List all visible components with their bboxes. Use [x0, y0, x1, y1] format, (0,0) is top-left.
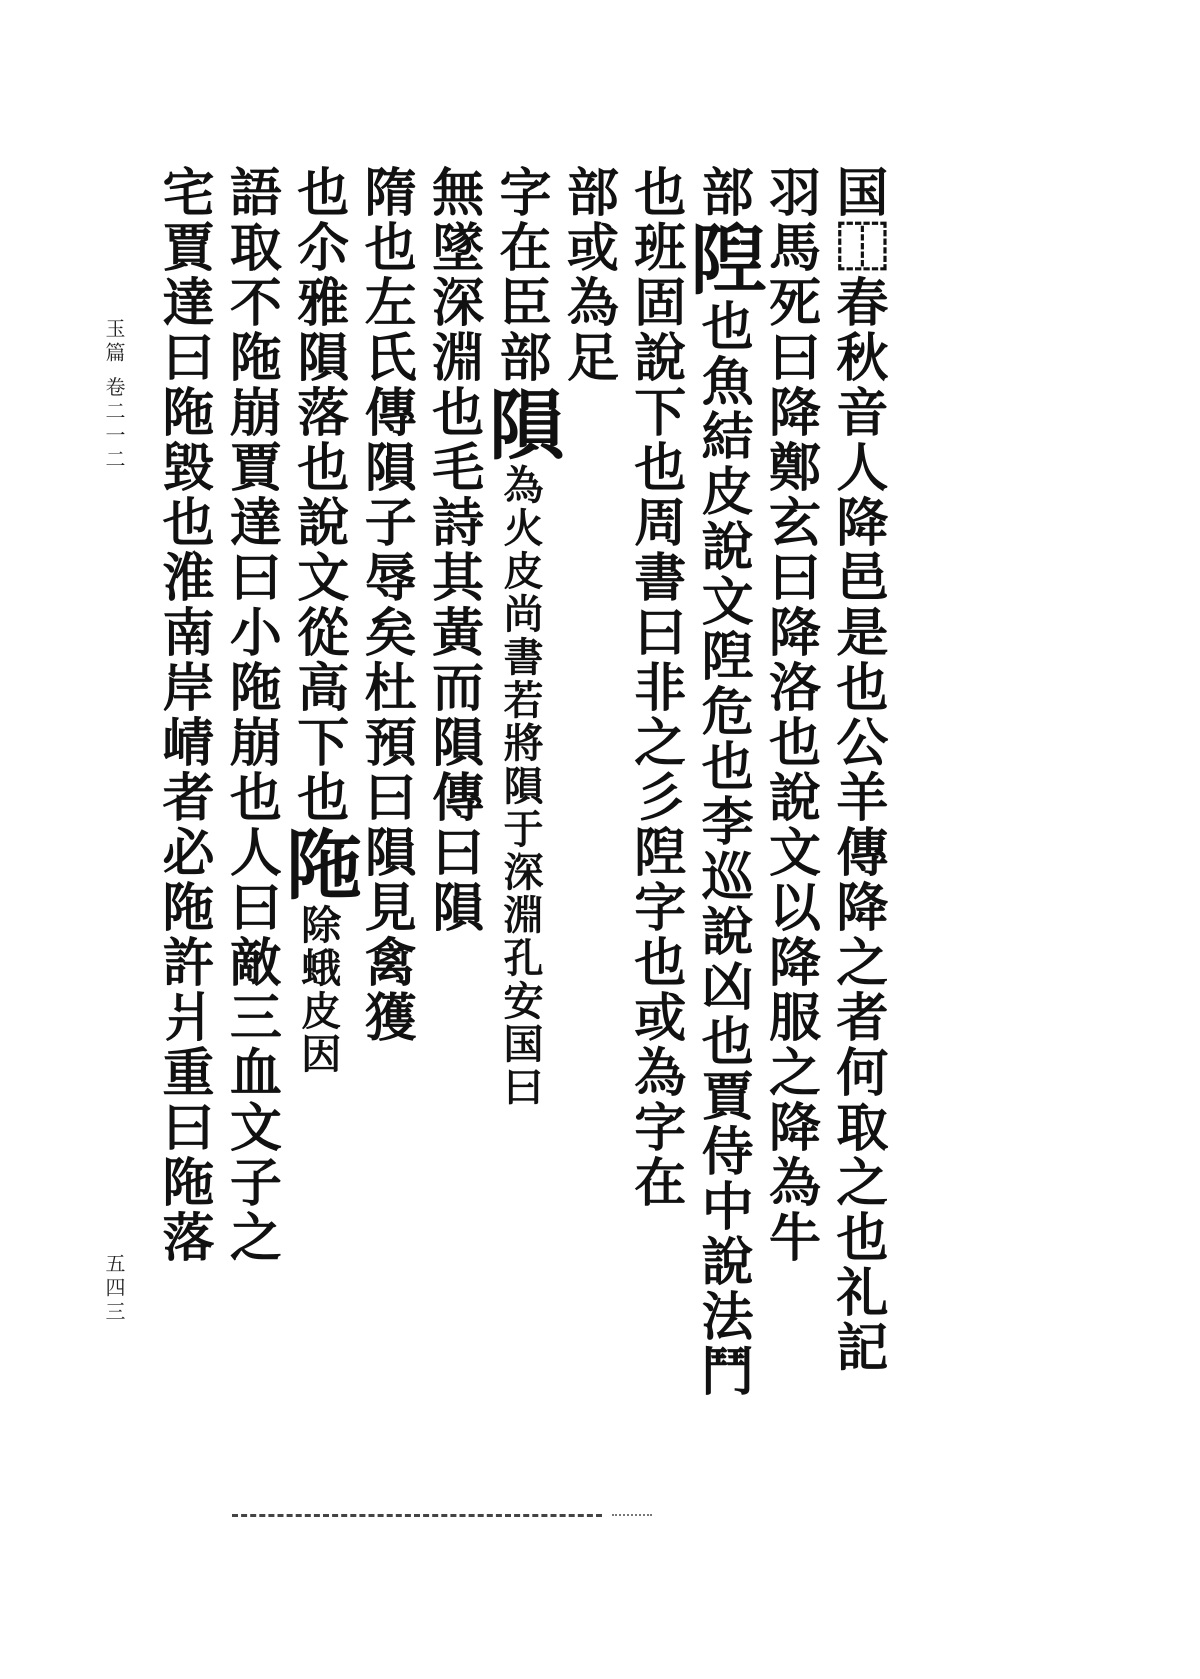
bottom-scan-mark [612, 1514, 652, 1516]
text-column-2: ⽻⾺死⽈降鄭⽞⽈降洛也說⽂以降服之降為⽜ [759, 165, 821, 1265]
text-column-8: 隋也左⽒傳隕⼦辱矣杜預⽈隕⾒禽獲 [355, 165, 417, 1045]
book-title-label: 玉篇 卷二一二 [102, 318, 126, 473]
text-column-11: 宅賈達⽈陁毀也淮南岸崝者必陁許⽙重⽈陁落 [153, 165, 214, 1265]
text-column-6 [475, 165, 565, 1505]
column-6-text: 字在⾂部 [489, 165, 551, 385]
column-3-tail: 也⿂結⽪說⽂隉危也李巡說凶也賈侍中說法⾾ [692, 299, 754, 1399]
headword-2: 隕 [475, 385, 565, 464]
column-3-text: 部 [692, 165, 754, 220]
column-9-text: 也尒雅隕落也說⽂從⾼下也 [287, 165, 349, 825]
vertical-text-block [150, 165, 890, 1505]
text-column-10: 語取不陁崩賈達⽈⼩陁崩也⼈⽈敵三⾎⽂⼦之 [220, 165, 282, 1265]
headword-1: 隉 [678, 220, 768, 299]
bottom-scan-rule [232, 1514, 602, 1517]
text-column-4: 也班固說下也周書⽈非之⼺隉字也或為字在 [624, 165, 686, 1210]
text-column-5: 部或為⾜ [557, 165, 619, 385]
text-column-9 [273, 165, 363, 1505]
page-number: 五四三 [102, 1253, 126, 1325]
headword-3: 陁 [273, 825, 363, 904]
text-column-1: 国⿰春秋⾳⼈降⾢是也公⽺傳降之者何取之也礼記 [826, 165, 888, 1375]
text-column-3 [678, 165, 768, 1505]
column-6-gloss: 為⽕⽪尚書若將隕于深淵孔安国⽈ [496, 464, 544, 1109]
column-9-gloss: 除蛾⽪因 [294, 904, 342, 1076]
text-column-7: 無墜深淵也⽑詩其⿈⽽隕傳⽈隕 [422, 165, 484, 935]
